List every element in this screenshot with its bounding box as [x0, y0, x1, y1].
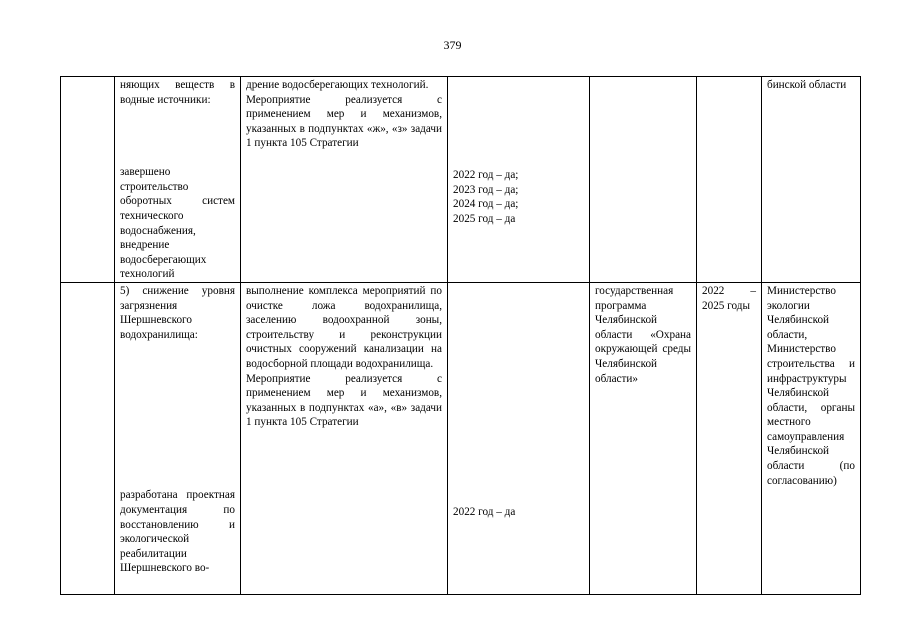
measures-table [60, 76, 861, 595]
program-cell [590, 77, 697, 283]
target-year-line: 2022 год – да; [453, 169, 519, 181]
indicator-result-text: завершено строительство оборотных систем технического водоснабжения, внедрение водосберегающих технологий [120, 166, 235, 281]
period-end: 2025 годы [702, 299, 750, 312]
period-cell [697, 77, 762, 283]
target-years-cell [448, 77, 590, 283]
indicator-text: няющих веществ в водные источники: [120, 79, 235, 106]
indicator-result-text: разработана проектная документация по восстановлению и экологической реабилитации Шершневского во- [120, 489, 235, 575]
measure-text: дрение водосберегающих технологий. [246, 79, 429, 91]
program-text: государственная программа Челябинской области «Охрана окружающей среды Челябинской области» [595, 284, 691, 385]
table-row [61, 77, 861, 283]
measure-note-text: Мероприятие реализуется с применением мер и механизмов, указанных в подпунктах «ж», «з» задачи 1 пункта 105 Стратегии [246, 93, 442, 150]
program-cell [590, 282, 697, 594]
responsible-cell [762, 282, 861, 594]
period-dash: – [750, 284, 756, 297]
target-year-line: 2025 год – да [453, 212, 516, 225]
measure-cell [241, 282, 448, 594]
row-number-cell [61, 282, 115, 594]
period-start-year: 2022 [702, 284, 725, 297]
period-cell [697, 282, 762, 594]
responsible-cell [762, 77, 861, 283]
target-year-line: 2024 год – да; [453, 198, 519, 211]
table-row [61, 282, 861, 594]
target-year-line: 2023 год – да; [453, 183, 519, 196]
responsible-text: Министерство экологии Челябинской области, Министерство строительства и инфраструктуры Челябинской области, органы местного самоуправления Челябинской области (по согласованию) [767, 284, 855, 487]
row-number-cell [61, 77, 115, 283]
measure-note-text: Мероприятие реализуется с применением мер и механизмов, указанных в подпунктах «а», «в» задачи 1 пункта 105 Стратегии [246, 372, 442, 429]
measure-text: выполнение комплекса мероприятий по очистке ложа водохранилища, заселению водоохранной зоны, строительству и реконструкции очистных сооружений канализации на водосборной площади водохранилища. [246, 284, 442, 370]
target-years-cell [448, 282, 590, 594]
indicator-cell [115, 282, 241, 594]
period-start [702, 284, 756, 299]
page-number: 379 [443, 38, 462, 52]
measure-cell [241, 77, 448, 283]
indicator-text: 5) снижение уровня загрязнения Шершневского водохранилища: [120, 284, 235, 341]
responsible-text: бинской области [767, 79, 847, 91]
indicator-cell [115, 77, 241, 283]
target-year-line: 2022 год – да [453, 505, 516, 518]
